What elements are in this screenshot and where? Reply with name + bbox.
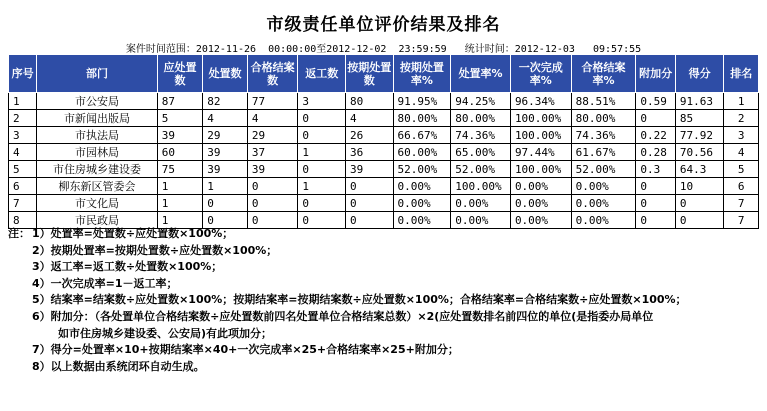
- cell-qualified-rate: 61.67%: [571, 144, 636, 161]
- cell-qualified: 0: [247, 178, 298, 195]
- cell-handled: 0: [203, 195, 248, 212]
- cell-qualified-rate: 0.00%: [571, 212, 636, 229]
- cell-seq: 5: [9, 161, 37, 178]
- col-header-ontime: 按期处置数: [345, 55, 393, 93]
- stat-label: 统计时间：: [464, 44, 515, 55]
- cell-handle-rate: 65.00%: [451, 144, 511, 161]
- col-header-seq: 序号: [9, 55, 37, 93]
- stat-time: 2012-12-03 09:57:55: [514, 44, 642, 55]
- cell-dept: 市住房城乡建设委: [37, 161, 157, 178]
- cell-handle-rate: 0.00%: [451, 195, 511, 212]
- cell-qualified: 0: [247, 195, 298, 212]
- cell-score: 85: [675, 110, 724, 127]
- cell-due: 1: [157, 178, 203, 195]
- note-line: 2）按期处置率=按期处置数÷应处置数×100%；: [32, 243, 278, 257]
- cell-rework: 0: [298, 110, 346, 127]
- cell-ontime-rate: 52.00%: [393, 161, 451, 178]
- notes-head: 注：: [8, 227, 30, 240]
- cell-due: 75: [157, 161, 203, 178]
- cell-ontime-rate: 0.00%: [393, 212, 451, 229]
- cell-rework: 1: [298, 178, 346, 195]
- cell-handle-rate: 0.00%: [451, 212, 511, 229]
- cell-bonus: 0: [636, 212, 675, 229]
- cell-qualified: 39: [247, 161, 298, 178]
- note-line: 6）附加分：（各处置单位合格结案数÷应处置数前四名处置单位合格结案总数）×2(应处置数排名前四位的单位(是指委办局单位: [32, 309, 654, 323]
- cell-dept: 柳东新区管委会: [37, 178, 157, 195]
- cell-handled: 4: [203, 110, 248, 127]
- cell-score: 10: [675, 178, 724, 195]
- report-meta: [0, 40, 767, 55]
- cell-score: 0: [675, 212, 724, 229]
- cell-once-rate: 100.00%: [510, 110, 571, 127]
- cell-dept: 市公安局: [37, 93, 157, 110]
- cell-qualified-rate: 0.00%: [571, 178, 636, 195]
- evaluation-table: [8, 54, 759, 229]
- table-header-row: [9, 55, 759, 93]
- table-row: [9, 161, 759, 178]
- note-line: 7）得分=处置率×10+按期结案率×40+一次完成率×25+合格结案率×25+附加分；: [32, 343, 459, 357]
- cell-due: 1: [157, 195, 203, 212]
- cell-handle-rate: 80.00%: [451, 110, 511, 127]
- cell-due: 1: [157, 212, 203, 229]
- cell-ontime-rate: 60.00%: [393, 144, 451, 161]
- cell-qualified: 0: [247, 212, 298, 229]
- col-header-rework: 返工数: [298, 55, 346, 93]
- table-row: [9, 195, 759, 212]
- cell-due: 39: [157, 127, 203, 144]
- cell-score: 64.3: [675, 161, 724, 178]
- cell-rank: 6: [724, 178, 759, 195]
- cell-rank: 2: [724, 110, 759, 127]
- cell-rank: 3: [724, 127, 759, 144]
- cell-qualified: 29: [247, 127, 298, 144]
- note-line: 8）以上数据由系统闭环自动生成。: [32, 359, 205, 373]
- cell-bonus: 0.28: [636, 144, 675, 161]
- col-header-bonus: 附加分: [636, 55, 675, 93]
- cell-rank: 7: [724, 212, 759, 229]
- note-line: 如市住房城乡建设委、公安局)有此项加分；: [58, 326, 273, 340]
- cell-bonus: 0.22: [636, 127, 675, 144]
- col-header-score: 得分: [675, 55, 724, 93]
- period-range: 2012-11-26 00:00:00至2012-12-02 23:59:59: [195, 44, 447, 55]
- cell-qualified: 77: [247, 93, 298, 110]
- cell-rework: 0: [298, 161, 346, 178]
- cell-dept: 市民政局: [37, 212, 157, 229]
- cell-handled: 0: [203, 212, 248, 229]
- cell-ontime-rate: 66.67%: [393, 127, 451, 144]
- report-title: 市级责任单位评价结果及排名: [266, 15, 501, 35]
- cell-once-rate: 0.00%: [510, 212, 571, 229]
- cell-seq: 7: [9, 195, 37, 212]
- col-header-handled: 处置数: [203, 55, 248, 93]
- cell-seq: 6: [9, 178, 37, 195]
- cell-dept: 市新闻出版局: [37, 110, 157, 127]
- cell-rank: 5: [724, 161, 759, 178]
- cell-rank: 4: [724, 144, 759, 161]
- cell-qualified-rate: 74.36%: [571, 127, 636, 144]
- cell-seq: 8: [9, 212, 37, 229]
- cell-once-rate: 0.00%: [510, 178, 571, 195]
- cell-ontime: 39: [345, 161, 393, 178]
- cell-due: 5: [157, 110, 203, 127]
- cell-ontime: 0: [345, 212, 393, 229]
- col-header-handle-rate: 处置率%: [451, 55, 511, 93]
- cell-seq: 4: [9, 144, 37, 161]
- cell-ontime-rate: 80.00%: [393, 110, 451, 127]
- note-line: 1）处置率=处置数÷应处置数×100%；: [32, 227, 234, 240]
- table-row: [9, 178, 759, 195]
- col-header-rank: 排名: [724, 55, 759, 93]
- cell-seq: 1: [9, 93, 37, 110]
- cell-dept: 市执法局: [37, 127, 157, 144]
- cell-score: 0: [675, 195, 724, 212]
- cell-dept: 市园林局: [37, 144, 157, 161]
- cell-score: 70.56: [675, 144, 724, 161]
- cell-ontime: 0: [345, 195, 393, 212]
- cell-ontime: 36: [345, 144, 393, 161]
- cell-rank: 1: [724, 93, 759, 110]
- col-header-due: 应处置数: [157, 55, 203, 93]
- cell-rework: 3: [298, 93, 346, 110]
- cell-score: 91.63: [675, 93, 724, 110]
- cell-ontime-rate: 0.00%: [393, 178, 451, 195]
- cell-qualified-rate: 80.00%: [571, 110, 636, 127]
- cell-handle-rate: 100.00%: [451, 178, 511, 195]
- cell-handled: 39: [203, 161, 248, 178]
- cell-seq: 2: [9, 110, 37, 127]
- cell-due: 60: [157, 144, 203, 161]
- cell-once-rate: 100.00%: [510, 161, 571, 178]
- table-row: [9, 110, 759, 127]
- cell-bonus: 0.59: [636, 93, 675, 110]
- cell-ontime-rate: 91.95%: [393, 93, 451, 110]
- cell-bonus: 0: [636, 178, 675, 195]
- cell-rework: 0: [298, 212, 346, 229]
- cell-ontime: 80: [345, 93, 393, 110]
- cell-handle-rate: 94.25%: [451, 93, 511, 110]
- cell-handle-rate: 52.00%: [451, 161, 511, 178]
- cell-rank: 7: [724, 195, 759, 212]
- cell-rework: 0: [298, 127, 346, 144]
- note-line: 4）一次完成率=1－返工率；: [32, 276, 178, 290]
- cell-score: 77.92: [675, 127, 724, 144]
- col-header-dept: 部门: [37, 55, 157, 93]
- cell-once-rate: 97.44%: [510, 144, 571, 161]
- table-row: [9, 144, 759, 161]
- cell-ontime: 26: [345, 127, 393, 144]
- cell-dept: 市文化局: [37, 195, 157, 212]
- cell-once-rate: 100.00%: [510, 127, 571, 144]
- cell-handled: 82: [203, 93, 248, 110]
- cell-seq: 3: [9, 127, 37, 144]
- cell-handled: 39: [203, 144, 248, 161]
- cell-ontime: 4: [345, 110, 393, 127]
- cell-qualified-rate: 88.51%: [571, 93, 636, 110]
- cell-handled: 1: [203, 178, 248, 195]
- cell-handled: 29: [203, 127, 248, 144]
- cell-bonus: 0.3: [636, 161, 675, 178]
- cell-rework: 1: [298, 144, 346, 161]
- note-line: 3）返工率=返工数÷处置数×100%；: [32, 260, 223, 274]
- cell-bonus: 0: [636, 195, 675, 212]
- cell-bonus: 0: [636, 110, 675, 127]
- cell-ontime: 0: [345, 178, 393, 195]
- cell-qualified: 4: [247, 110, 298, 127]
- cell-qualified-rate: 52.00%: [571, 161, 636, 178]
- note-line: 5）结案率=结案数÷应处置数×100%；按期结案率=按期结案数÷应处置数×100%；合格结案率=合格结案数÷应处置数×100%；: [32, 293, 687, 307]
- cell-once-rate: 0.00%: [510, 195, 571, 212]
- table-row: [9, 93, 759, 110]
- col-header-once-rate: 一次完成率%: [510, 55, 571, 93]
- notes-block: [8, 226, 759, 375]
- table-row: [9, 127, 759, 144]
- cell-once-rate: 96.34%: [510, 93, 571, 110]
- period-label: 案件时间范围：: [125, 44, 196, 55]
- cell-handle-rate: 74.36%: [451, 127, 511, 144]
- cell-ontime-rate: 0.00%: [393, 195, 451, 212]
- cell-due: 87: [157, 93, 203, 110]
- col-header-qualified-rate: 合格结案率%: [571, 55, 636, 93]
- col-header-qualified: 合格结案数: [247, 55, 298, 93]
- col-header-ontime-rate: 按期处置率%: [393, 55, 451, 93]
- cell-qualified: 37: [247, 144, 298, 161]
- cell-rework: 0: [298, 195, 346, 212]
- cell-qualified-rate: 0.00%: [571, 195, 636, 212]
